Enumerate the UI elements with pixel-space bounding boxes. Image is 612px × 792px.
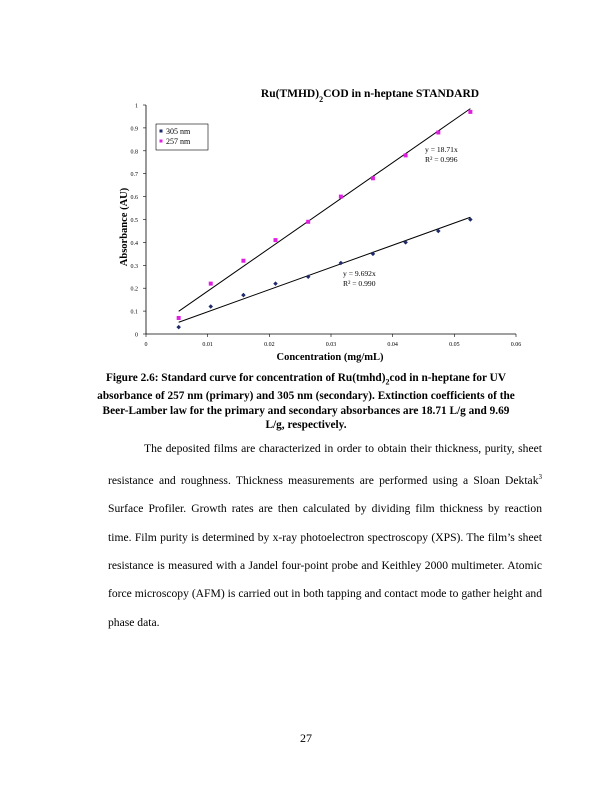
legend-label-305: 305 nm [166,127,191,136]
data-point-257nm [209,282,213,286]
trendline-257-nm [179,109,471,312]
y-tick-label: 0.6 [130,195,138,202]
y-tick-label: 0.9 [130,126,138,133]
trendline-label-257 [425,145,458,164]
y-axis-label: Absorbance (AU) [119,187,130,267]
trendlines [179,109,471,323]
chart-title: $Ru(TMHD)_2COD$ in n-heptane STANDARD [260,88,480,104]
data-point-257nm [436,130,440,134]
r2-305: R² = 0.990 [343,279,376,288]
body-paragraph [108,435,542,637]
data-point-305nm [273,281,278,286]
equation-305: y = 9.692x [343,269,376,278]
y-tick-label: 0.7 [130,172,138,179]
y-tick-label: 0.2 [130,286,138,293]
y-tick-label: 1 [135,103,138,110]
x-tick-label: 0 [144,342,148,348]
data-point-257nm [306,220,310,224]
page-number: 27 [300,731,312,745]
y-tick-label: 0.5 [130,218,138,224]
equation-257: y = 18.71x [425,145,458,154]
data-point-305nm [208,304,213,309]
x-tick-label: 0.03 [325,342,337,348]
x-tick-label: 0.05 [449,342,460,348]
y-tick-label: 0 [135,332,138,339]
figure-caption [96,371,516,432]
caption-subscript: 2 [385,377,390,387]
x-tick-label: 0.04 [387,342,398,348]
x-tick-label: 0.01 [202,342,213,348]
x-tick-label: 0.02 [264,342,275,348]
x-tick-label: 0.06 [510,342,522,348]
legend-marker-305 [160,130,163,133]
y-tick-label: 0.1 [130,309,138,316]
data-point-257nm [371,176,375,180]
trendline-label-305 [343,269,376,288]
legend-label-257: 257 nm [166,137,191,146]
y-tick-label: 0.3 [130,263,138,270]
caption-part1: Figure 2.6: Standard curve for concentration of Ru(tmhd) [105,372,386,384]
caption-part2: cod in n-heptane for UV absorbance of 257 nm (primary) and 305 nm (secondary). Extinction coefficients of the Beer-Lamber law for the primary and secondary absorbances are 18.71 L/g and 9.69 L/g, respectively. [97,372,515,431]
data-point-257nm [274,238,278,242]
data-point-257nm [404,153,408,157]
r2-257: R² = 0.996 [425,155,458,164]
body-text-part2: Surface Profiler. Growth rates are then calculated by dividing film thickness by reaction time. Film purity is determined by x-ray photoelectron spectroscopy (XPS). The film’s sheet resistance is measured with a Jandel four-point probe and Keithley 2000 multimeter. Atomic force microscopy (AFM) is carried out in both tapping and contact mode to gather height and phase data. [108,502,542,629]
legend-marker-257 [160,140,163,143]
data-point-257nm [177,316,181,320]
data-points [176,110,472,330]
reference-superscript: 3 [538,473,542,482]
chart-legend [156,124,208,150]
data-point-257nm [468,110,472,114]
data-point-257nm [339,195,343,199]
data-point-257nm [241,259,245,263]
trendline-305-nm [179,217,471,322]
data-point-305nm [241,293,246,298]
y-tick-label: 0.4 [130,240,138,247]
standard-curve-chart [0,0,612,370]
y-tick-label: 0.8 [130,149,138,156]
x-axis-label: Concentration (mg/mL) [276,352,384,363]
data-point-305nm [176,325,181,330]
body-text-part1: The deposited films are characterized in order to obtain their thickness, purity, sheet resistance and roughness. Thickness measurements are performed using a Sloan Dektak [108,442,542,488]
